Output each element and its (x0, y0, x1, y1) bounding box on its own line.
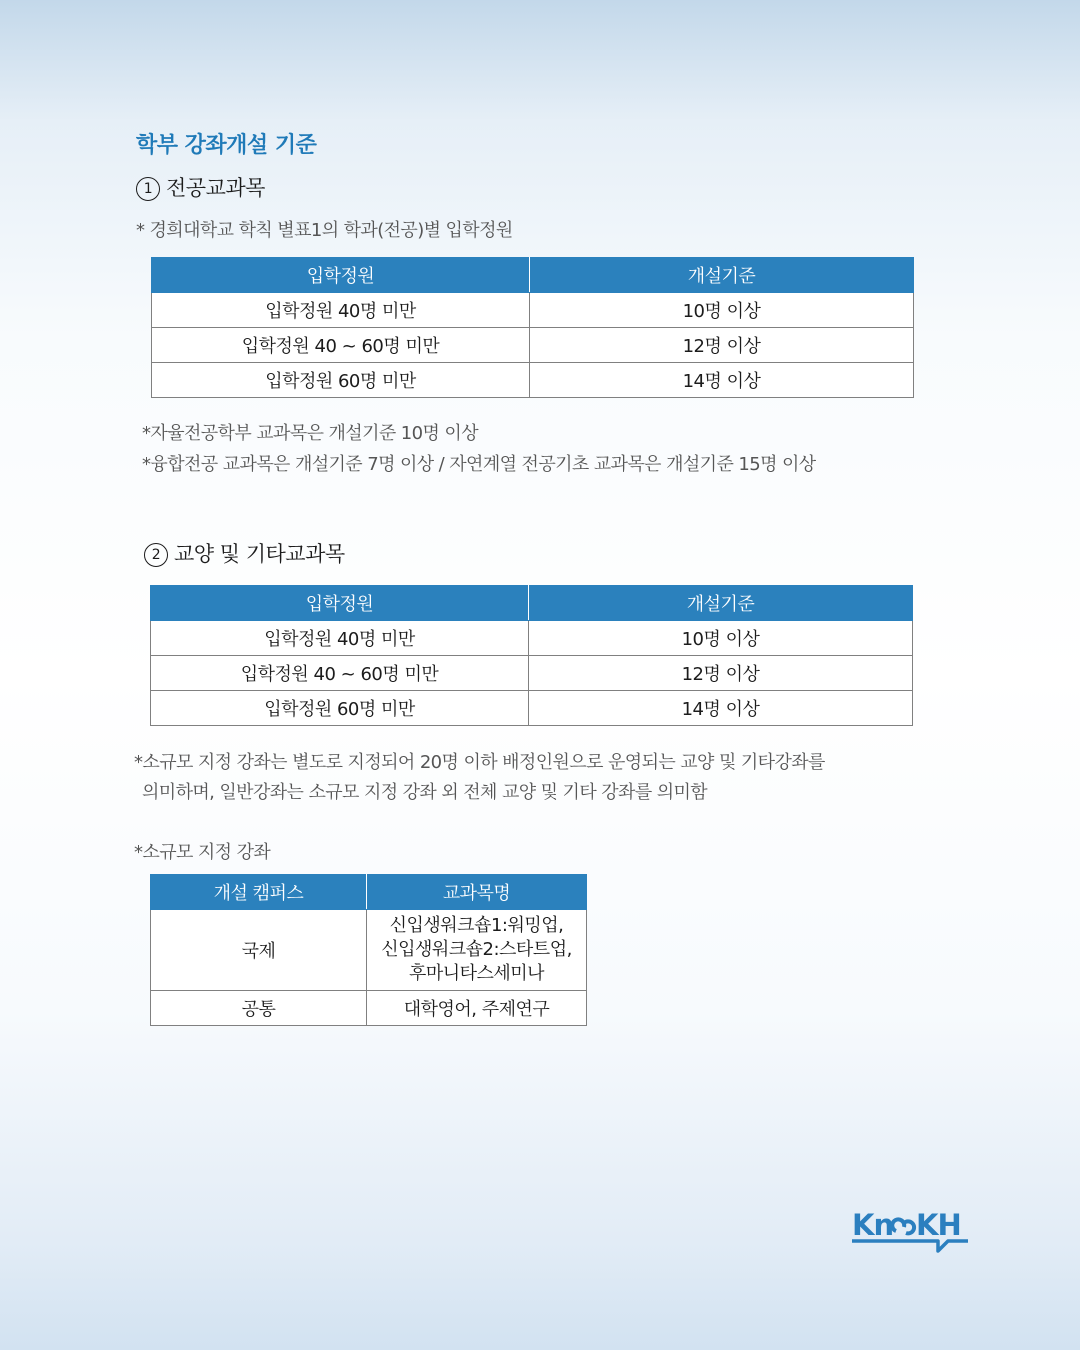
section2-heading (144, 538, 345, 568)
courses-cell: 대학영어, 주제연구 (367, 991, 587, 1026)
section1-heading-text: 전공교과목 (166, 176, 265, 200)
table-cell: 10명 이상 (529, 621, 913, 656)
table-cell: 입학정원 60명 미만 (152, 363, 530, 398)
table-row (151, 621, 913, 656)
table-row (151, 991, 587, 1026)
small-class-table (150, 874, 587, 1026)
table-cell: 입학정원 40명 미만 (152, 293, 530, 328)
table-row (151, 691, 913, 726)
section1-note: *융합전공 교과목은 개설기준 7명 이상 / 자연계열 전공기초 교과목은 개설기준 15명 이상 (142, 454, 816, 475)
column-header: 개설기준 (530, 258, 914, 293)
section1-table (151, 257, 914, 398)
svg-text:Kn: Kn (852, 1208, 894, 1242)
courses-cell (367, 910, 587, 991)
section1-subnote: * 경희대학교 학칙 별표1의 학과(전공)별 입학정원 (136, 220, 513, 241)
column-header: 입학정원 (151, 586, 529, 621)
table-header-row (152, 258, 914, 293)
section2-table (150, 585, 913, 726)
campus-cell: 국제 (151, 910, 367, 991)
knockh-logo (852, 1203, 972, 1255)
table-cell: 14명 이상 (530, 363, 914, 398)
column-header: 입학정원 (152, 258, 530, 293)
table-row (152, 328, 914, 363)
table-row (151, 656, 913, 691)
small-class-label: *소규모 지정 강좌 (134, 842, 271, 863)
section2-heading-text: 교양 및 기타교과목 (174, 542, 345, 566)
campus-cell: 공통 (151, 991, 367, 1026)
section1-note: *자율전공학부 교과목은 개설기준 10명 이상 (142, 423, 478, 444)
circled-number: 1 (136, 177, 160, 201)
table-cell: 입학정원 60명 미만 (151, 691, 529, 726)
circled-number: 2 (144, 543, 168, 567)
table-cell: 12명 이상 (529, 656, 913, 691)
section2-note: 의미하며, 일반강좌는 소규모 지정 강좌 외 전체 교양 및 기타 강좌를 의미함 (142, 782, 708, 803)
table-cell: 입학정원 40명 미만 (151, 621, 529, 656)
course-name: 후마니타스세미나 (408, 963, 545, 984)
knockh-logo-icon (852, 1203, 972, 1255)
table-cell: 10명 이상 (530, 293, 914, 328)
table-row (151, 910, 587, 991)
table-cell: 14명 이상 (529, 691, 913, 726)
table-cell: 입학정원 40 ~ 60명 미만 (151, 656, 529, 691)
table-cell: 12명 이상 (530, 328, 914, 363)
table-header-row (151, 875, 587, 910)
column-header: 개설 캠퍼스 (151, 875, 367, 910)
table-row (152, 363, 914, 398)
table-header-row (151, 586, 913, 621)
course-name: 신입생워크숍1:워밍업, (389, 915, 564, 936)
table-cell: 입학정원 40 ~ 60명 미만 (152, 328, 530, 363)
column-header: 교과목명 (367, 875, 587, 910)
table-row (152, 293, 914, 328)
svg-text:KH: KH (916, 1208, 961, 1242)
section1-heading (136, 172, 265, 202)
page-title: 학부 강좌개설 기준 (136, 133, 317, 158)
course-name: 신입생워크숍2:스타트업, (381, 939, 572, 960)
section2-note: *소규모 지정 강좌는 별도로 지정되어 20명 이하 배정인원으로 운영되는 교양 및 기타강좌를 (134, 752, 825, 773)
column-header: 개설기준 (529, 586, 913, 621)
